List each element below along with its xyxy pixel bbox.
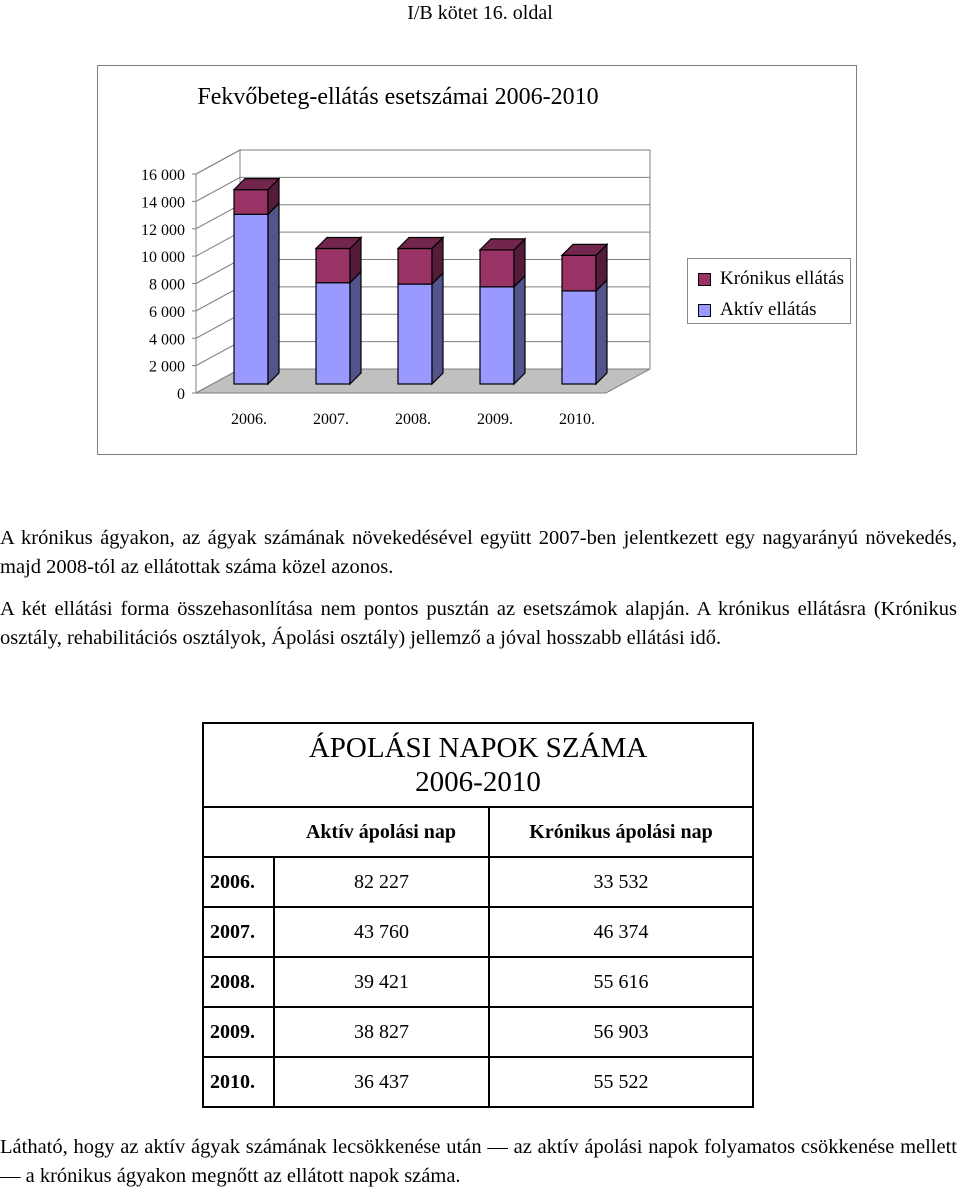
bar-side xyxy=(514,276,525,384)
y-tick-label: 0 xyxy=(177,386,185,403)
legend-label-active: Aktív ellátás xyxy=(720,299,817,320)
legend-swatch-chronic xyxy=(698,273,711,286)
table-row xyxy=(203,1057,753,1107)
cell-chronic: 55 522 xyxy=(489,1057,753,1107)
y-tick-label: 2 000 xyxy=(149,358,185,376)
table-title-line1: ÁPOLÁSI NAPOK SZÁMA xyxy=(308,732,648,764)
cell-active: 36 437 xyxy=(274,1057,489,1107)
cell-chronic: 55 616 xyxy=(489,957,753,1007)
bar-front xyxy=(398,248,432,284)
y-tick-label: 10 000 xyxy=(141,249,185,267)
x-tick-label: 2007. xyxy=(313,411,349,428)
paragraph-comparison: A két ellátási forma összehasonlítása nem pontos pusztán az esetszámok alapján. A krónikus ellátásra (Krónikus osztály, rehabilitációs osztályok, Ápolási osztály) jellemző a jóval hosszabb ellátási idő. xyxy=(0,598,957,649)
bar-front xyxy=(316,248,350,282)
cell-active: 43 760 xyxy=(274,907,489,957)
y-tick-label: 8 000 xyxy=(149,276,185,294)
legend-item-active xyxy=(698,299,817,321)
bar-front xyxy=(398,284,432,384)
table-row xyxy=(203,957,753,1007)
bar-front xyxy=(562,255,596,291)
y-tick-label: 12 000 xyxy=(141,221,185,239)
page-header: I/B kötet 16. oldal xyxy=(407,2,553,24)
legend-swatch-active xyxy=(698,304,711,317)
bar-front xyxy=(316,283,350,384)
row-year: 2006. xyxy=(203,857,274,907)
table-row xyxy=(203,1007,753,1057)
table-corner xyxy=(203,807,274,857)
legend-label-chronic: Krónikus ellátás xyxy=(720,268,845,289)
paragraph-conclusion: Látható, hogy az aktív ágyak számának lecsökkenése után –– az aktív ápolási napok folyamatos csökkenése mellett –– a krónikus ágyakon megnőtt az ellátott napok száma. xyxy=(0,1136,957,1187)
bar-side xyxy=(432,273,443,384)
y-tick-label: 6 000 xyxy=(149,303,185,321)
chart-legend xyxy=(687,258,851,324)
bar-front xyxy=(562,291,596,384)
chart-title: Fekvőbeteg-ellátás esetszámai 2006-2010 xyxy=(197,84,599,110)
table-row xyxy=(203,857,753,907)
cell-chronic: 33 532 xyxy=(489,857,753,907)
bar-side xyxy=(350,272,361,384)
row-year: 2008. xyxy=(203,957,274,1007)
paragraph-chronic-beds: A krónikus ágyakon, az ágyak számának növekedésével együtt 2007-ben jelentkezett egy nagyarányú növekedés, majd 2008-tól az ellátottak száma közel azonos. xyxy=(0,527,957,578)
cell-chronic: 56 903 xyxy=(489,1007,753,1057)
bar-side xyxy=(268,203,279,384)
row-year: 2010. xyxy=(203,1057,274,1107)
x-tick-label: 2006. xyxy=(231,411,267,428)
row-year: 2009. xyxy=(203,1007,274,1057)
y-tick-label: 4 000 xyxy=(149,331,185,349)
chart-frame xyxy=(97,65,857,455)
x-tick-label: 2008. xyxy=(395,411,431,428)
bar-front xyxy=(480,250,514,287)
cell-chronic: 46 374 xyxy=(489,907,753,957)
bar-side xyxy=(596,280,607,384)
x-tick-label: 2010. xyxy=(559,411,595,428)
row-year: 2007. xyxy=(203,907,274,957)
bar-front xyxy=(480,287,514,384)
col-header-active: Aktív ápolási nap xyxy=(274,807,489,857)
table-row xyxy=(203,907,753,957)
y-tick-label: 16 000 xyxy=(141,167,185,184)
cell-active: 38 827 xyxy=(274,1007,489,1057)
cell-active: 82 227 xyxy=(274,857,489,907)
legend-item-chronic xyxy=(698,268,844,290)
table-title xyxy=(203,723,753,807)
table-title-line2: 2006-2010 xyxy=(415,766,541,798)
nursing-days-table xyxy=(202,722,754,1108)
bar-front xyxy=(234,214,268,384)
x-tick-label: 2009. xyxy=(477,411,513,428)
y-tick-label: 14 000 xyxy=(141,194,185,212)
cell-active: 39 421 xyxy=(274,957,489,1007)
col-header-chronic: Krónikus ápolási nap xyxy=(489,807,753,857)
bar-front xyxy=(234,190,268,215)
